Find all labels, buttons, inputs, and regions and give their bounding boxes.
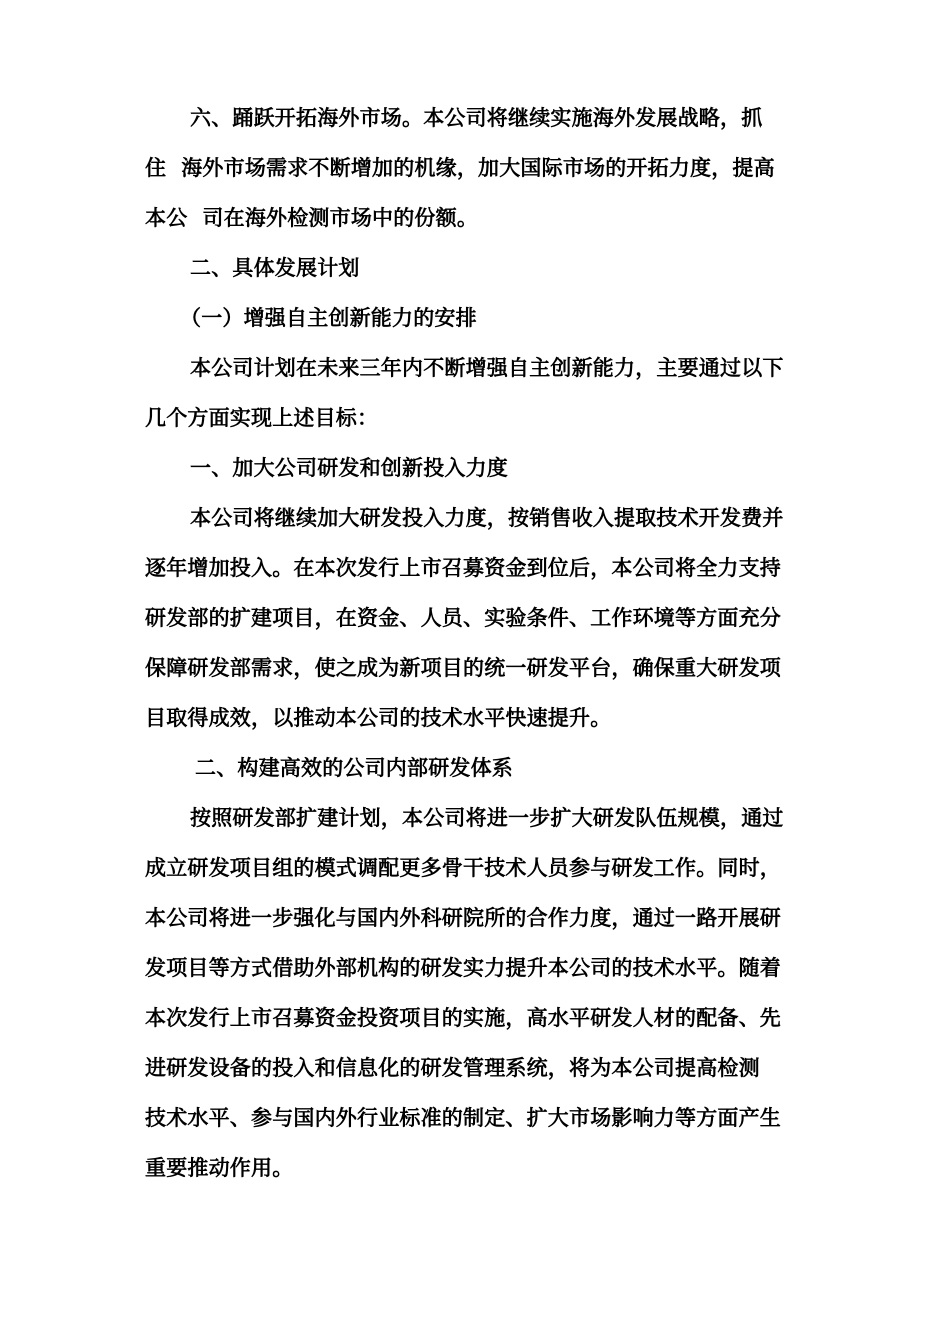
paragraph-line: 研发部的扩建项目，在资金、人员、实验条件、工作环境等方面充分	[145, 606, 781, 630]
paragraph-line: 本公司将进一步强化与国内外科研院所的合作力度，通过一路开展研	[145, 906, 781, 930]
paragraph-line: 重要推动作用。	[145, 1156, 294, 1180]
subsection-heading: （一）增强自主创新能力的安排	[180, 306, 477, 330]
paragraph-line: 按照研发部扩建计划，本公司将进一步扩大研发队伍规模，通过	[190, 806, 784, 830]
section-heading: 二、具体发展计划	[190, 256, 360, 280]
paragraph-line: 几个方面实现上述目标：	[145, 406, 379, 430]
paragraph-line: 技术水平、参与国内外行业标准的制定、扩大市场影响力等方面产生	[145, 1106, 781, 1130]
paragraph-line: 本公司将继续加大研发投入力度，按销售收入提取技术开发费并	[190, 506, 784, 530]
paragraph-line: 本公 司在海外检测市场中的份额。	[145, 206, 479, 230]
item-heading: 二、构建高效的公司内部研发体系	[195, 756, 513, 780]
paragraph-line: 住 海外市场需求不断增加的机缘，加大国际市场的开拓力度，提高	[145, 156, 775, 180]
paragraph-line: 六、踊跃开拓海外市场。本公司将继续实施海外发展战略，抓	[190, 106, 763, 130]
paragraph-line: 本次发行上市召募资金投资项目的实施，高水平研发人材的配备、先	[145, 1006, 781, 1030]
paragraph-line: 进研发设备的投入和信息化的研发管理系统，将为本公司提高检测	[145, 1056, 760, 1080]
paragraph-line: 目取得成效，以推动本公司的技术水平快速提升。	[145, 706, 612, 730]
paragraph-line: 本公司计划在未来三年内不断增强自主创新能力，主要通过以下	[190, 356, 784, 380]
paragraph-line: 发项目等方式借助外部机构的研发实力提升本公司的技术水平。随着	[145, 956, 781, 980]
paragraph-line: 成立研发项目组的模式调配更多骨干技术人员参与研发工作。同时，	[145, 856, 781, 880]
paragraph-line: 逐年增加投入。在本次发行上市召募资金到位后，本公司将全力支持	[145, 556, 781, 580]
paragraph-line: 保障研发部需求，使之成为新项目的统一研发平台，确保重大研发项	[145, 656, 781, 680]
item-heading: 一、加大公司研发和创新投入力度	[190, 456, 508, 480]
